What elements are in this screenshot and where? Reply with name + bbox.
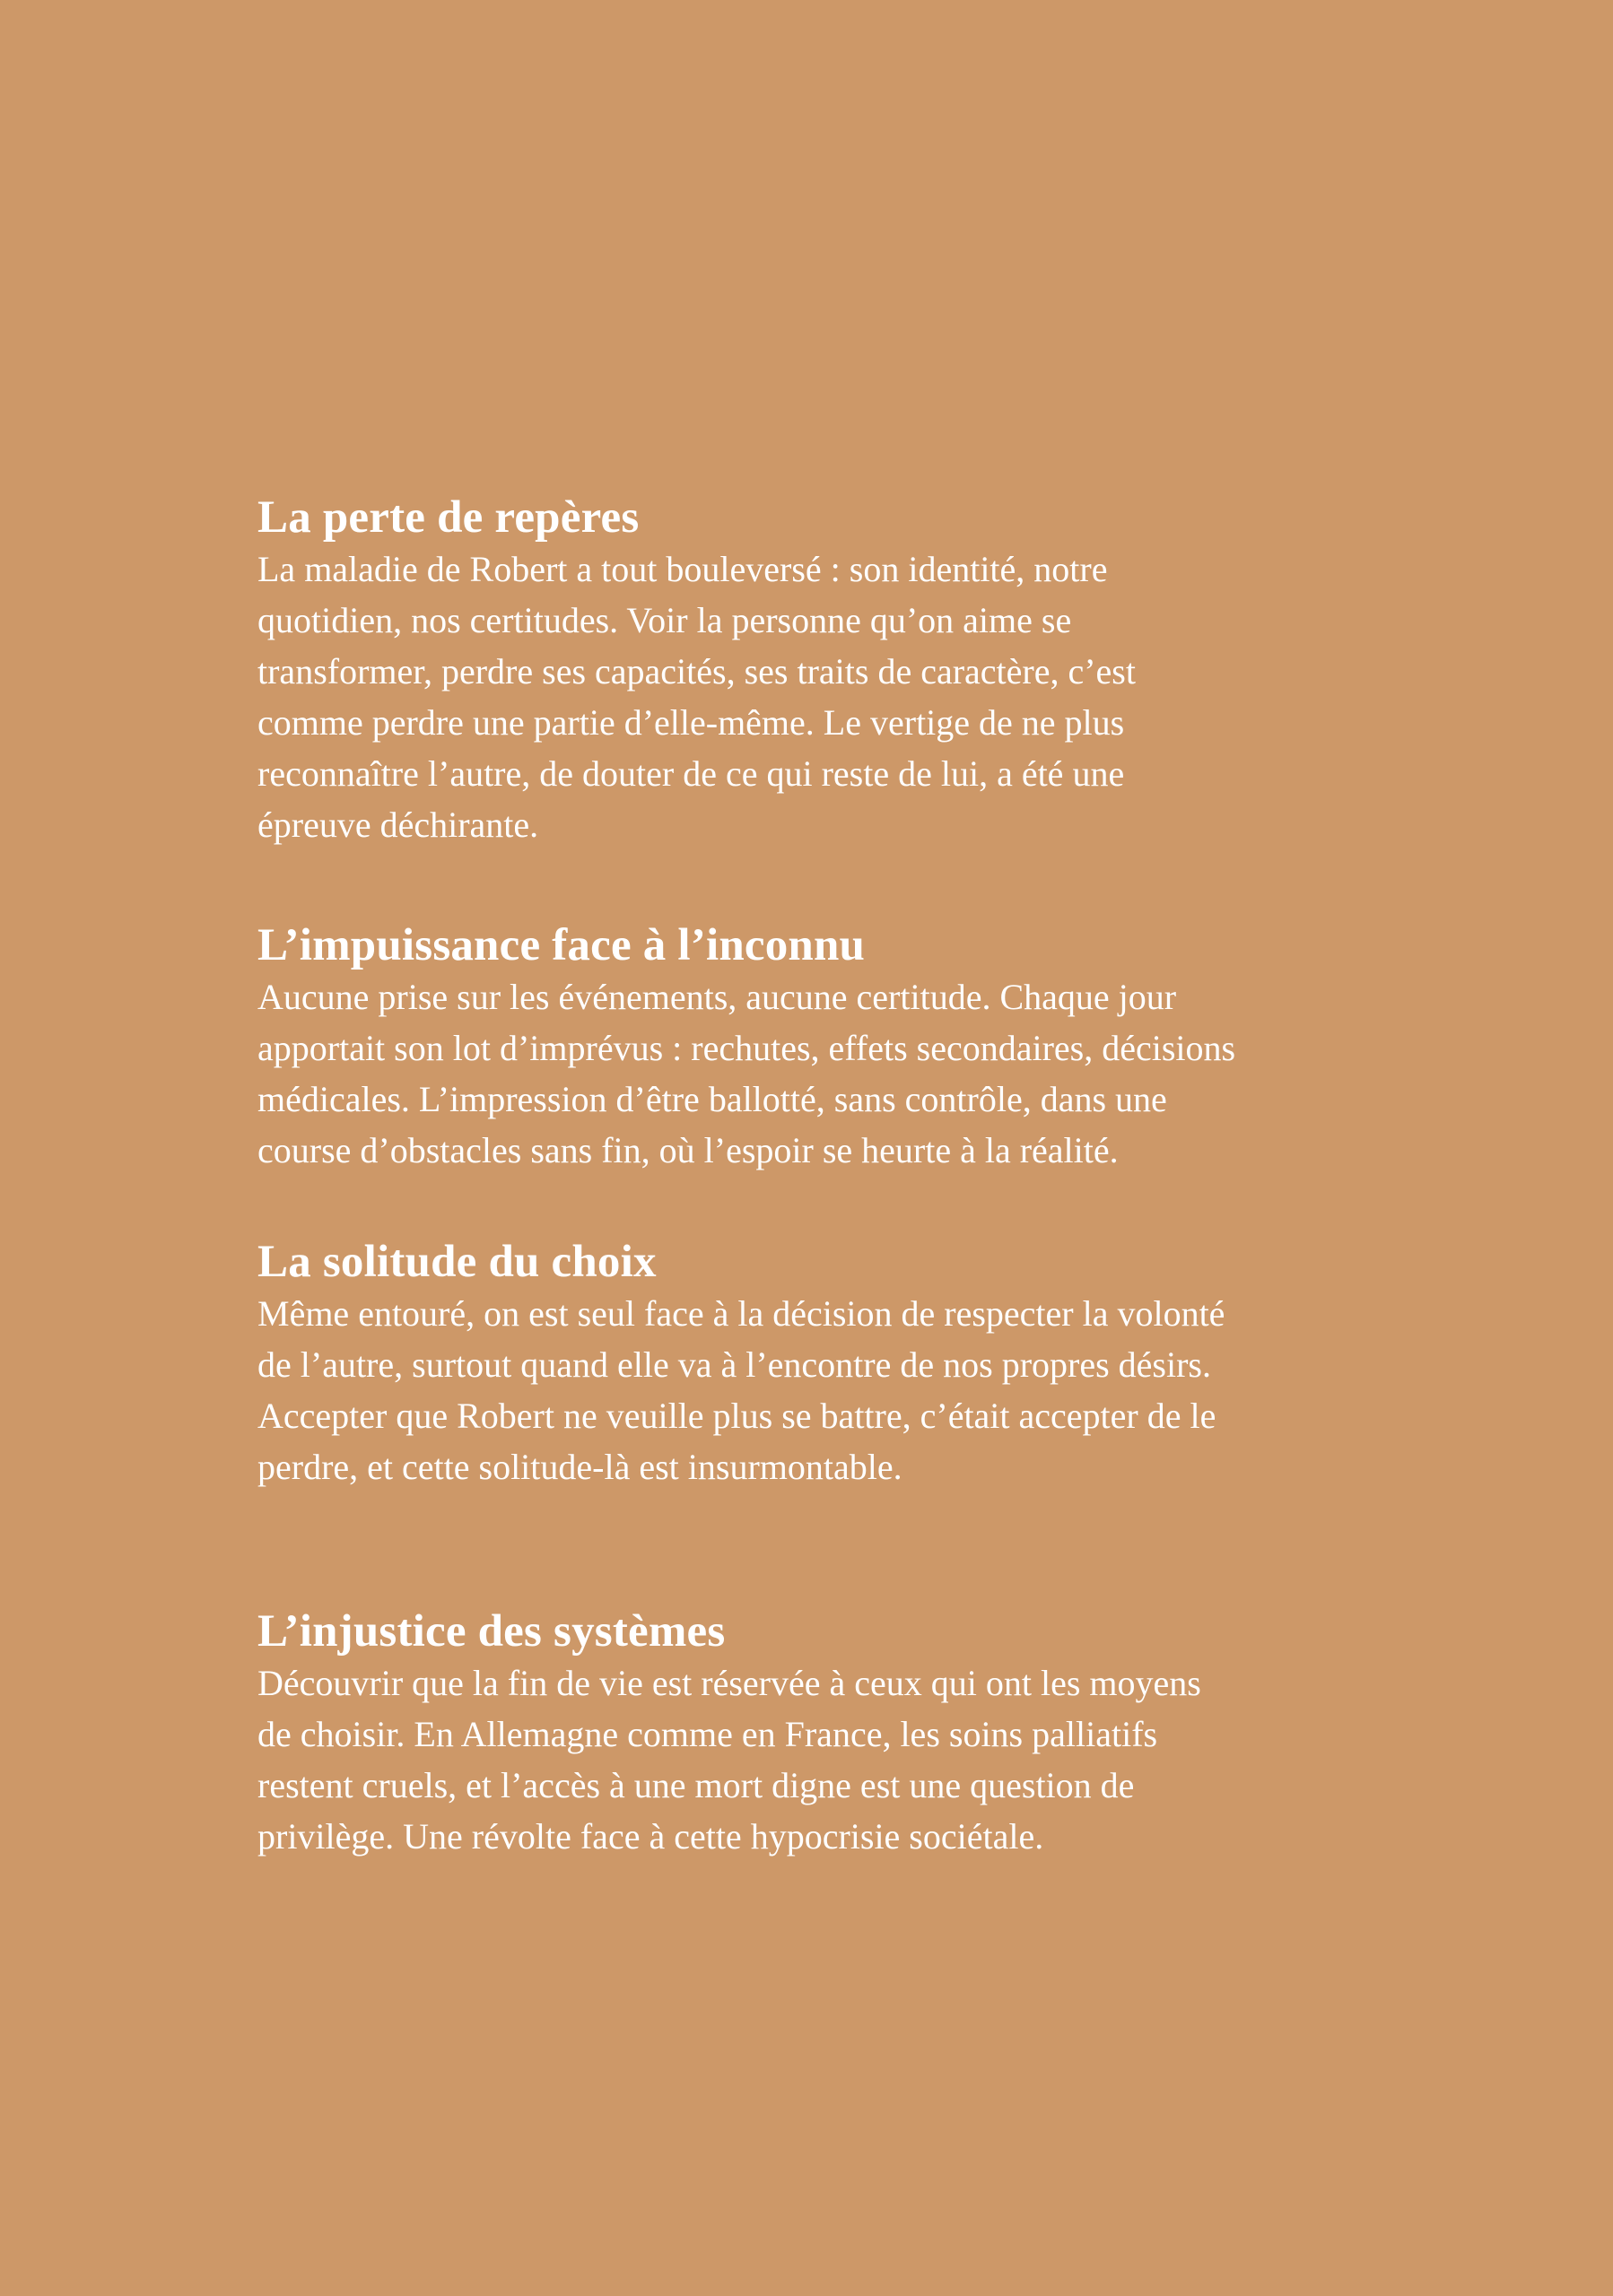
section-paragraph <box>257 971 1460 1176</box>
section-impuissance-face-a-linconnu <box>257 919 1460 1176</box>
paragraph-line: reconnaître l’autre, de douter de ce qui reste de lui, a été une <box>257 753 1125 794</box>
paragraph-line: Aucune prise sur les événements, aucune certitude. Chaque jour <box>257 977 1177 1017</box>
paragraph-line: médicales. L’impression d’être ballotté, sans contrôle, dans une <box>257 1079 1167 1119</box>
section-heading: La perte de repères <box>257 492 640 543</box>
paragraph-line: transformer, perdre ses capacités, ses traits de caractère, c’est <box>257 651 1136 691</box>
section-injustice-des-systemes <box>257 1605 1460 1862</box>
section-heading: L’impuissance face à l’inconnu <box>257 920 866 970</box>
paragraph-line: privilège. Une révolte face à cette hypocrisie sociétale. <box>257 1816 1044 1857</box>
section-paragraph <box>257 1657 1460 1862</box>
paragraph-line: quotidien, nos certitudes. Voir la personne qu’on aime se <box>257 600 1072 640</box>
section-perte-de-reperes <box>257 491 1460 850</box>
paragraph-line: Même entouré, on est seul face à la décision de respecter la volonté <box>257 1293 1225 1334</box>
paragraph-line: Découvrir que la fin de vie est réservée à ceux qui ont les moyens <box>257 1663 1201 1703</box>
paragraph-line: course d’obstacles sans fin, où l’espoir se heurte à la réalité. <box>257 1130 1119 1170</box>
paragraph-line: La maladie de Robert a tout bouleversé : son identité, notre <box>257 549 1108 589</box>
paragraph-line: perdre, et cette solitude-là est insurmontable. <box>257 1447 902 1487</box>
paragraph-line: restent cruels, et l’accès à une mort digne est une question de <box>257 1765 1135 1805</box>
paragraph-line: Accepter que Robert ne veuille plus se battre, c’était accepter de le <box>257 1396 1216 1436</box>
paragraph-line: apportait son lot d’imprévus : rechutes, effets secondaires, décisions <box>257 1028 1236 1068</box>
section-paragraph <box>257 1288 1460 1492</box>
paragraph-line: de choisir. En Allemagne comme en France, les soins palliatifs <box>257 1714 1158 1754</box>
section-heading: La solitude du choix <box>257 1237 657 1287</box>
paragraph-line: comme perdre une partie d’elle-même. Le vertige de ne plus <box>257 702 1125 743</box>
paragraph-line: épreuve déchirante. <box>257 804 539 845</box>
section-heading: L’injustice des systèmes <box>257 1606 726 1657</box>
section-solitude-du-choix <box>257 1236 1460 1492</box>
section-paragraph <box>257 544 1460 850</box>
paragraph-line: de l’autre, surtout quand elle va à l’encontre de nos propres désirs. <box>257 1344 1211 1385</box>
